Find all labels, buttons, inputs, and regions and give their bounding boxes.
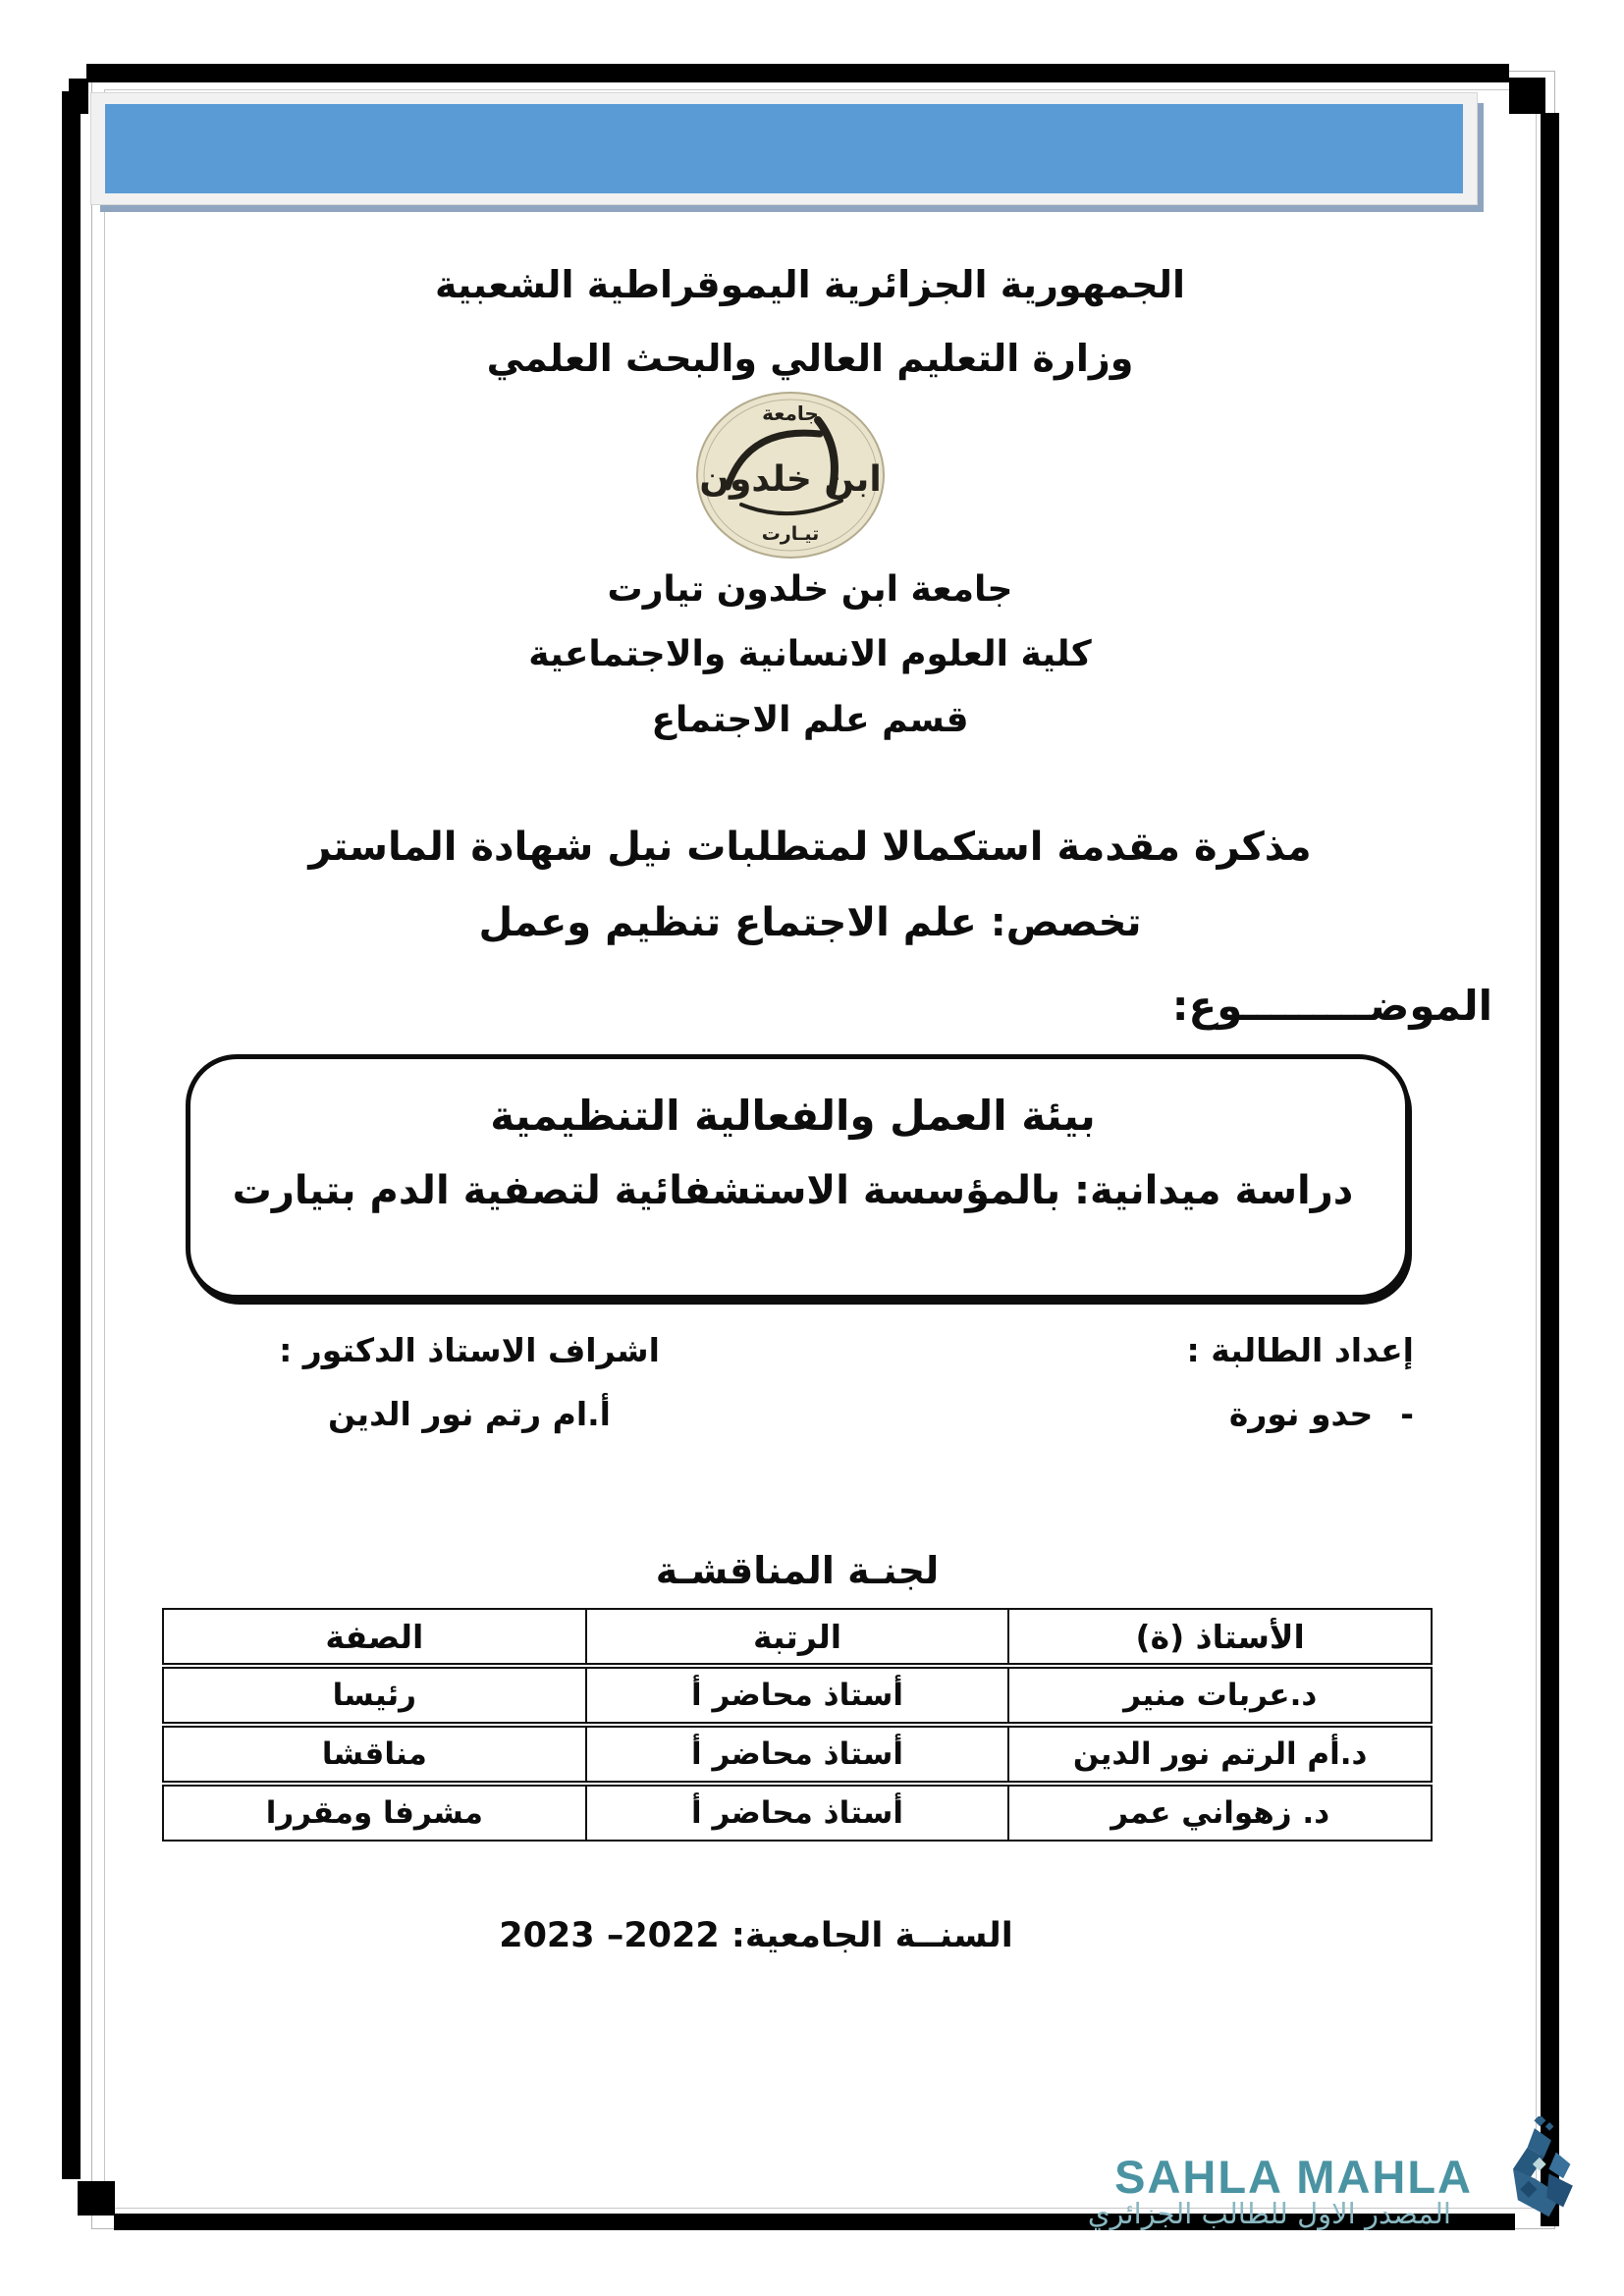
column-header-rank: الرتبة bbox=[586, 1609, 1009, 1666]
frame-top-bar bbox=[86, 64, 1509, 82]
university-line: جامعة ابن خلدون تيارت bbox=[607, 569, 1013, 610]
supervisor-name: أ.ام رتم نور الدين bbox=[327, 1395, 611, 1433]
department-line: قسم علم الاجتماع bbox=[651, 700, 969, 740]
specialty-line: تخصص: علم الاجتماع تنظيم وعمل bbox=[478, 900, 1142, 945]
role-cell: مناقشا bbox=[163, 1725, 586, 1784]
professor-cell: د.عربات منير bbox=[1008, 1666, 1432, 1725]
column-header-professor: الأستاذ (ة) bbox=[1008, 1609, 1432, 1666]
memoir-requirement-line: مذكرة مقدمة استكمالا لمتطلبات نيل شهادة الماستر bbox=[308, 825, 1312, 870]
committee-row bbox=[163, 1784, 1432, 1841]
title-banner bbox=[90, 92, 1478, 205]
student-bullet-dash: - bbox=[1400, 1395, 1414, 1433]
frame-right-bar bbox=[1541, 113, 1559, 2226]
frame-top-right-corner bbox=[1509, 78, 1545, 114]
rank-cell: أستاذ محاضر أ bbox=[586, 1725, 1009, 1784]
rank-cell: أستاذ محاضر أ bbox=[586, 1784, 1009, 1841]
committee-header-row bbox=[163, 1609, 1432, 1666]
thesis-title: بيئة العمل والفعالية التنظيمية bbox=[490, 1092, 1096, 1140]
ministry-line: وزارة التعليم العالي والبحث العلمي bbox=[486, 337, 1134, 380]
committee-title: لجنـة المناقشـة bbox=[655, 1549, 940, 1592]
supervisor-block bbox=[273, 1331, 666, 1433]
seal-top-text: جامعة bbox=[762, 401, 819, 425]
committee-row bbox=[163, 1725, 1432, 1784]
university-seal-logo bbox=[694, 391, 887, 560]
supervisor-label: اشراف الاستاذ الدكتور : bbox=[279, 1331, 660, 1369]
committee-table bbox=[162, 1608, 1433, 1842]
student-name-line bbox=[1187, 1395, 1414, 1433]
seal-bottom-text: تيـارت bbox=[761, 523, 820, 545]
student-label: إعداد الطالبة : bbox=[1186, 1331, 1414, 1369]
frame-bottom-left-corner bbox=[78, 2181, 115, 2216]
student-block bbox=[1187, 1331, 1414, 1433]
seal-main-text: ابن خلدون bbox=[699, 459, 882, 500]
role-cell: مشرفا ومقررا bbox=[163, 1784, 586, 1841]
republic-line: الجمهورية الجزائرية اليموقراطية الشعبية bbox=[435, 263, 1185, 306]
rank-cell: أستاذ محاضر أ bbox=[586, 1666, 1009, 1725]
watermark-tagline: المصدر الاول للطالب الجزائري bbox=[1087, 2197, 1451, 2230]
professor-cell: د.أم الرتم نور الدين bbox=[1008, 1725, 1432, 1784]
watermark-brand: SAHLA MAHLA bbox=[1114, 2151, 1473, 2203]
role-cell: رئيسا bbox=[163, 1666, 586, 1725]
frame-left-bar bbox=[62, 91, 81, 2179]
faculty-line: كلية العلوم الانسانية والاجتماعية bbox=[528, 634, 1092, 674]
column-header-role: الصفة bbox=[163, 1609, 586, 1666]
subject-label: الموضـــــــــوع: bbox=[1171, 982, 1492, 1030]
student-name: حدو نورة bbox=[1228, 1395, 1374, 1433]
thesis-subtitle: دراسة ميدانية: بالمؤسسة الاستشفائية لتصفية الدم بتيارت bbox=[232, 1168, 1354, 1213]
title-banner-blue-fill bbox=[105, 104, 1463, 193]
professor-cell: د. زهواني عمر bbox=[1008, 1784, 1432, 1841]
committee-row bbox=[163, 1666, 1432, 1725]
academic-year-line: السنــة الجامعية: 2022– 2023 bbox=[499, 1916, 1013, 1955]
watermark-calligraphy-mark-icon bbox=[1498, 2116, 1583, 2226]
